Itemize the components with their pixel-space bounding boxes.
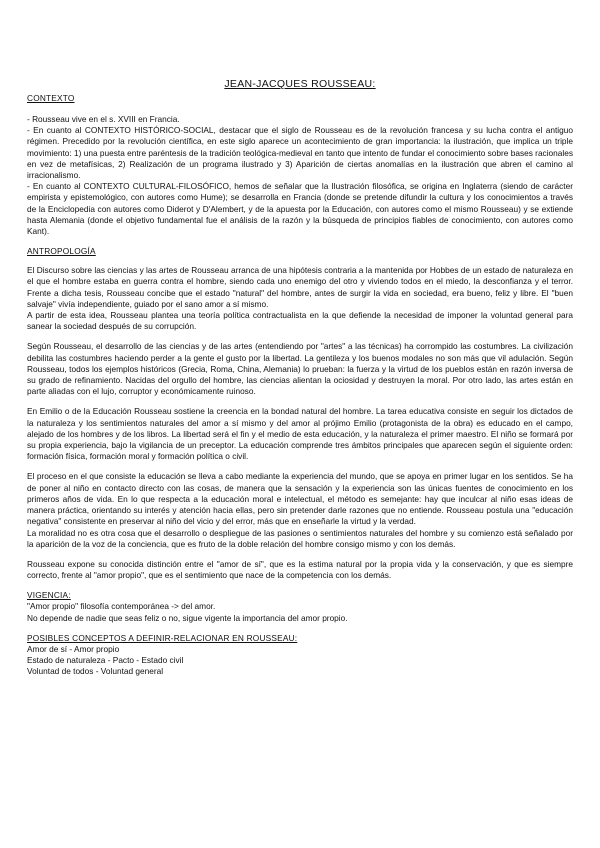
antropologia-paragraph-4a: El proceso en el que consiste la educación se lleva a cabo mediante la experiencia del mundo, que se apoya en primer lugar en los sentidos. Se ha de poner al niño en contacto directo con las cosas, de manera que la sensación y la experiencia son las únicas fuentes de conocimiento en los primeros años de vida. En lo que respecta a la educación moral e intelectual, el método es semejante: hay que inculcar al niño esas ideas de manera práctica, orientando su interés y atención hacia ellas, pero sin pretender darle razones que no entiende. Rousseau postula una "educación negativa" consistente en preservar al niño del vicio y del error, más que en enseñarle la virtud y la verdad. <box>27 471 573 527</box>
contexto-item-3: - En cuanto al CONTEXTO CULTURAL-FILOSÓFICO, hemos de señalar que la Ilustración filosófica, se origina en Inglaterra (siendo de carácter empirista y epistemológico, con autores como Hume); se desarrolla en Francia (donde se pretende difundir la cultura y los conocimientos a través de la Enciclopedia con autores como Diderot y D'Alembert, y de la apuesta por la Educación, con autores como el mismo Rousseau) y se extiende hasta Alemania (donde el objetivo fundamental fue el análisis de la razón y la búsqueda de principios fiables de conocimiento, con autores como Kant). <box>27 181 573 237</box>
document-page <box>27 78 573 677</box>
contexto-item-2: - En cuanto al CONTEXTO HISTÓRICO-SOCIAL, destacar que el siglo de Rousseau es de la revolución francesa y su lucha contra el antiguo régimen. Precedido por la revolución científica, en este siglo aparece un acontecimiento de gran importancia: la ilustración, que implica un triple movimiento: 1) una puesta entre paréntesis de la tradición teológica-medieval en tanto que intento de fundar el conocimiento sobre bases racionales en vez de metafísicas, 2) Realización de un programa ilustrado y 3) Aparición de ciertas anomalías en la ilustración que abren el camino al irracionalismo. <box>27 125 573 181</box>
antropologia-paragraph-1b: A partir de esta idea, Rousseau plantea una teoría política contractualista en la que defiende la necesidad de imponer la voluntad general para sanear la sociedad después de su corrupción. <box>27 310 573 332</box>
section-heading-antropologia: ANTROPOLOGÍA <box>27 246 96 257</box>
antropologia-paragraph-4b: La moralidad no es otra cosa que el desarrollo o despliegue de las pasiones o sentimientos naturales del hombre y su comienzo está señalado por la aparición de la voz de la conciencia, que es fruto de la doble relación del hombre consigo mismo y con los demás. <box>27 527 573 549</box>
vigencia-line-2: No depende de nadie que seas feliz o no, sigue vigente la importancia del amor propio. <box>27 612 348 623</box>
antropologia-paragraph-1a: El Discurso sobre las ciencias y las artes de Rousseau arranca de una hipótesis contraria a la mantenida por Hobbes de un estado de naturaleza en el que el hombre estaba en guerra contra el hombre, siendo cada uno enemigo del otro y viviendo todos en el miedo, la desconfianza y el terror. Frente a dicha tesis, Rousseau concibe que el estado "natural" del hombre, antes de surgir la vida en sociedad, era bueno, feliz y libre. El "buen salvaje" vivía independiente, guiado por el sano amor a sí mismo. <box>27 265 573 309</box>
concepto-line-1: Amor de sí - Amor propio <box>27 643 120 654</box>
antropologia-paragraph-2: Según Rousseau, el desarrollo de las ciencias y de las artes (entendiendo por "artes" a las técnicas) ha corrompido las costumbres. La civilización debilita las costumbres haciendo perder a la gente el gusto por la libertad. La gentileza y los buenos modales no son más que vil adulación. Según Rousseau, todos los ejemplos históricos (Grecia, Roma, China, Alemania) lo prueban: la fuerza y la virtud de los pueblos están en razón inversa de su grado de refinamiento. Nacidas del orgullo del hombre, las ciencias alientan la ociosidad y destruyen la moral. Por otro lado, las artes están en parte aliadas con el lujo, corruptor y económicamente ruinoso. <box>27 341 573 397</box>
section-heading-vigencia: VIGENCIA: <box>27 590 71 601</box>
contexto-item-1: - Rousseau vive en el s. XVIII en Francia. <box>27 114 180 124</box>
section-heading-conceptos: POSIBLES CONCEPTOS A DEFINIR-RELACIONAR EN ROUSSEAU: <box>27 632 298 643</box>
concepto-line-3: Voluntad de todos - Voluntad general <box>27 666 164 677</box>
concepto-line-2: Estado de naturaleza - Pacto - Estado civil <box>27 654 184 665</box>
antropologia-paragraph-3: En Emilio o de la Educación Rousseau sostiene la creencia en la bondad natural del hombre. La tarea educativa consiste en seguir los dictados de la naturaleza y los sentimientos naturales del amor a sí mismo y del amor al prójimo Emilio (protagonista de la obra) es educado en el campo, alejado de los hombres y de los libros. La libertad será el fin y el medio de esta educación, y la naturaleza el primer maestro. El niño se formará por su propia experiencia, bajo la vigilancia de un preceptor. La educación comprende tres ámbitos principales que aparecen según el siguiente orden: formación física, formación moral y formación política o civil. <box>27 406 573 462</box>
antropologia-paragraph-5: Rousseau expone su conocida distinción entre el "amor de sí", que es la estima natural por la propia vida y la conservación, y que es siempre correcto, frente al "amor propio", que es el sentimiento que nace de la competencia con los demás. <box>27 558 573 581</box>
section-heading-contexto: CONTEXTO <box>27 93 75 103</box>
document-title: JEAN-JACQUES ROUSSEAU: <box>224 78 376 90</box>
vigencia-line-1: "Amor propio" filosofía contemporánea -> del amor. <box>27 601 216 612</box>
